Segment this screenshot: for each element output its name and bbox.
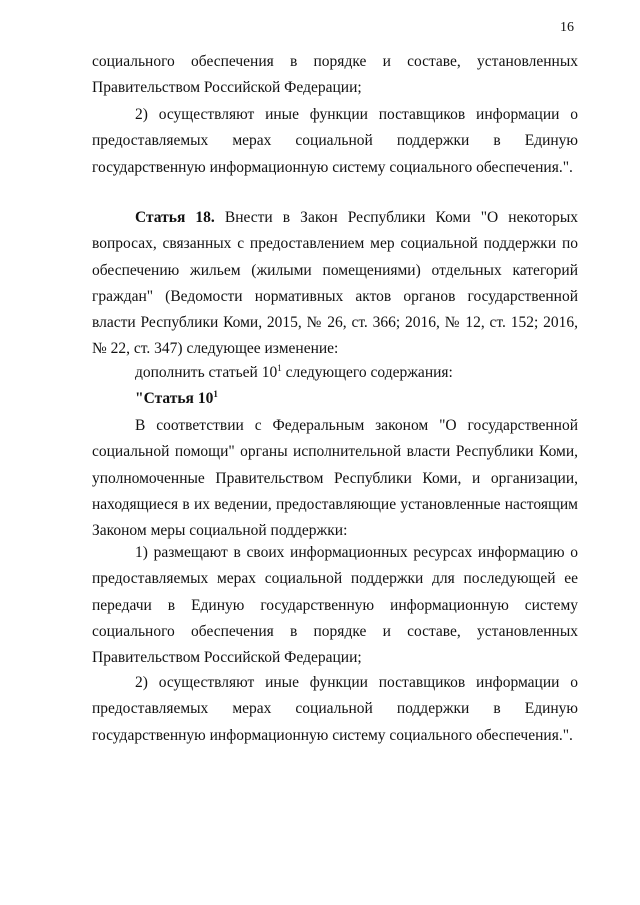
amendment-text-before: дополнить статьей 10 <box>135 364 278 381</box>
article-10-heading-text: "Статья 10 <box>135 390 214 407</box>
top-item-2: 2) осуществляют иные функции поставщиков информации о предоставляемых мерах социальной поддержки в Единую государственную информационную систему социального обеспечения.". <box>92 106 578 176</box>
amendment-text-after: следующего содержания: <box>281 364 453 381</box>
continuation-paragraph: социального обеспечения в порядке и составе, установленных Правительством Российской Федерации; <box>92 53 578 97</box>
amendment-superscript: 1 <box>277 362 282 373</box>
amendment-line <box>92 360 578 386</box>
article-18-label: Статья 18. <box>135 209 215 226</box>
article-10-item-2: 2) осуществляют иные функции поставщиков информации о предоставляемых мерах социальной поддержки в Единую государственную информационную систему социального обеспечения.". <box>92 674 578 744</box>
article-10-heading-superscript: 1 <box>213 388 218 399</box>
article-10-intro: В соответствии с Федеральным законом "О государственной социальной помощи" органы исполнительной власти Республики Коми, уполномоченные Правительством Республики Коми, и организации, находящиеся в их ведении, предоставляющие установленные настоящим Законом меры социальной поддержки: <box>92 417 578 540</box>
article-10-heading <box>92 386 578 412</box>
article-10-item-1: 1) размещают в своих информационных ресурсах информацию о предоставляемых мерах социальной поддержки для последующей ее передачи в Единую государственную информационную систему социального обеспечения в порядке и составе, установленных Правительством Российской Федерации; <box>92 544 578 667</box>
article-18-text: Внести в Закон Республики Коми "О некоторых вопросах, связанных с предоставлением мер социальной поддержки по обеспечению жильем (жилыми помещениями) отдельных категорий граждан" (Ведомости нормативных актов органов государственной власти Республики Коми, 2015, № 26, ст. 366; 2016, № 12, ст. 152; 2016, № 22, ст. 347) следующее изменение: <box>92 209 579 358</box>
page-number: 16 <box>560 20 574 35</box>
article-18-paragraph <box>92 205 578 363</box>
